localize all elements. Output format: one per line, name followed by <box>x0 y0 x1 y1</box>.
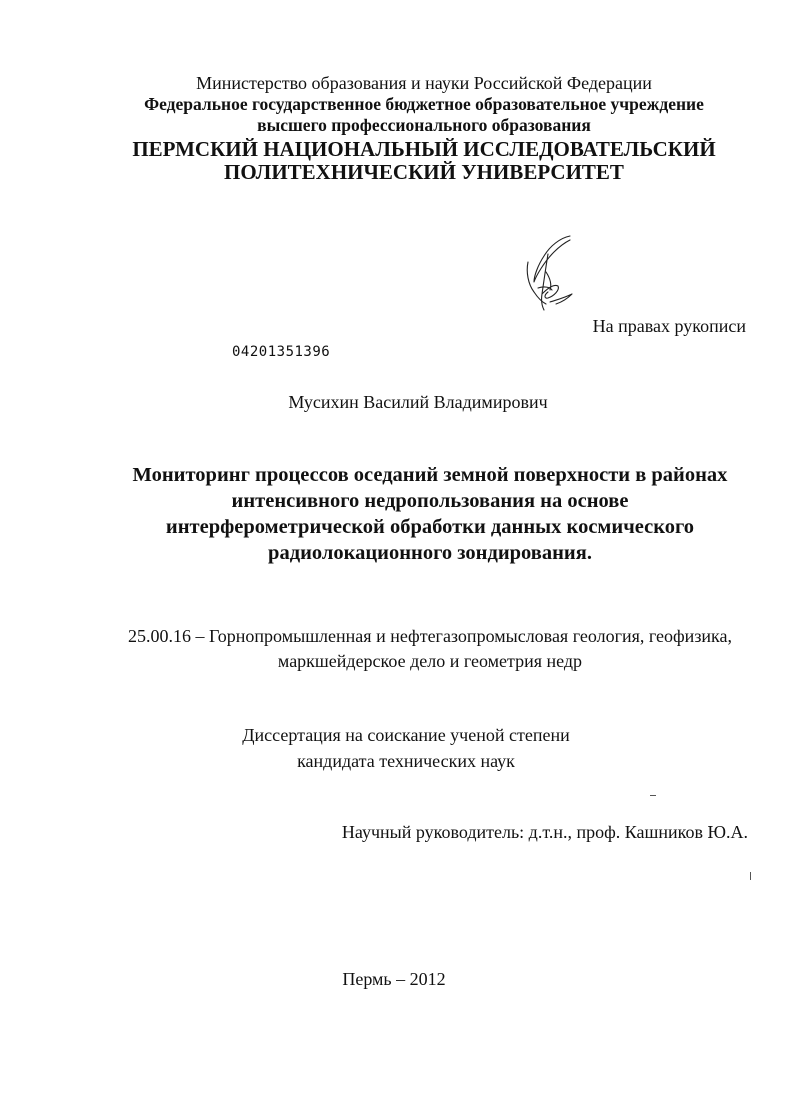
handwritten-signature <box>520 232 582 314</box>
university-name-line-2: ПОЛИТЕХНИЧЕСКИЙ УНИВЕРСИТЕТ <box>224 160 624 184</box>
institution-line-1: Федеральное государственное бюджетное образовательное учреждение <box>144 94 704 114</box>
title-line-2: интенсивного недропользования на основе <box>231 490 629 512</box>
degree-statement <box>0 722 788 774</box>
manuscript-rights-note: На правах рукописи <box>592 316 746 336</box>
degree-line-1: Диссертация на соискание ученой степени <box>242 725 570 745</box>
specialty-code <box>90 624 770 674</box>
title-line-4: радиолокационного зондирования. <box>268 542 592 564</box>
institution-line-2: высшего профессионального образования <box>257 115 591 135</box>
specialty-line-1: 25.00.16 – Горнопромышленная и нефтегазопромысловая геология, геофизика, <box>127 626 733 646</box>
degree-line-2: кандидата технических наук <box>297 751 515 771</box>
author-name: Мусихин Василий Владимирович <box>288 392 548 412</box>
scan-speck <box>650 795 656 796</box>
dissertation-title <box>90 462 770 566</box>
scan-speck <box>750 872 751 880</box>
place-and-year: Пермь – 2012 <box>342 969 446 989</box>
ministry-name: Министерство образования и науки Российской Федерации <box>196 73 652 93</box>
title-line-3: интерферометрической обработки данных космического <box>165 516 695 538</box>
registration-number: 04201351396 <box>232 344 331 360</box>
scientific-supervisor: Научный руководитель: д.т.н., проф. Кашников Ю.А. <box>341 822 748 842</box>
title-line-1: Мониторинг процессов оседаний земной поверхности в районах <box>132 464 728 486</box>
specialty-line-2: маркшейдерское дело и геометрия недр <box>277 651 583 671</box>
university-name-line-1: ПЕРМСКИЙ НАЦИОНАЛЬНЫЙ ИССЛЕДОВАТЕЛЬСКИЙ <box>132 137 716 161</box>
